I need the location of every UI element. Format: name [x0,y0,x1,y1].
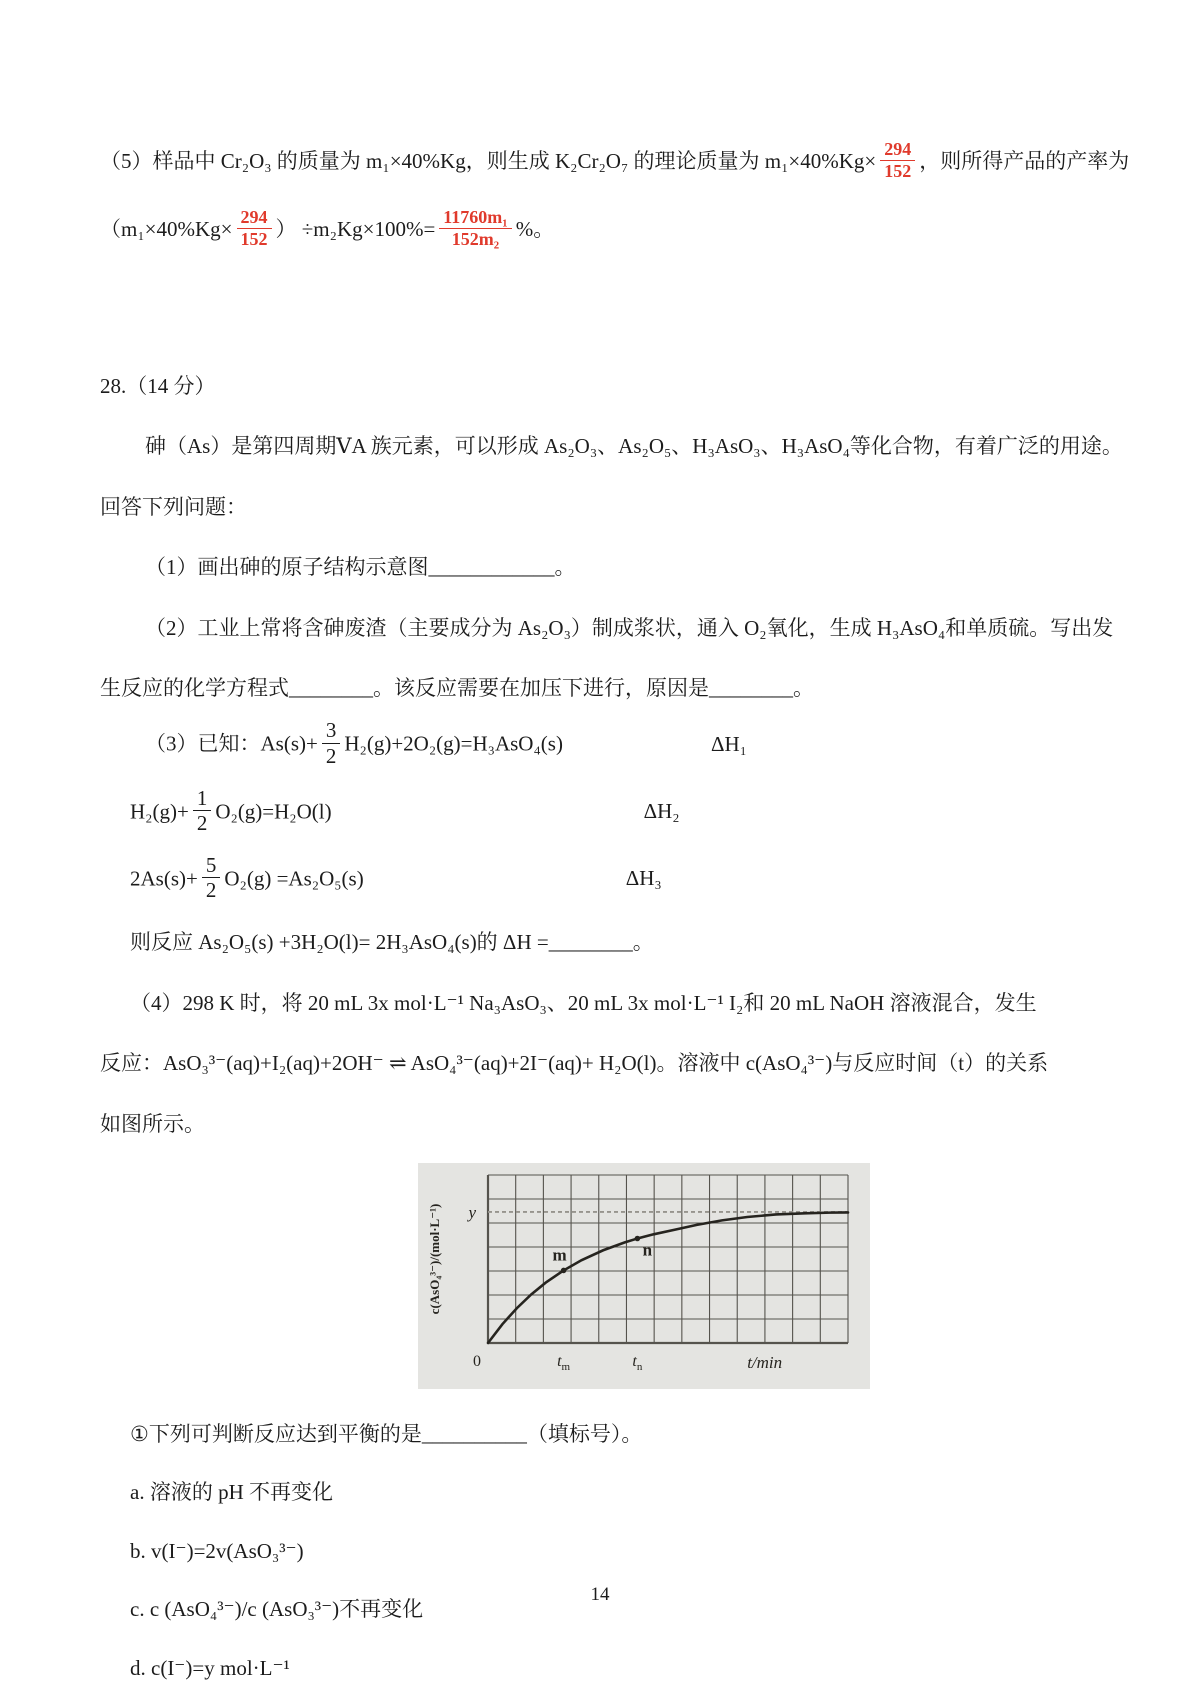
p5-line1-post: ，则所得产品的产率为 [919,149,1130,173]
p5-line2-pre: （m₁×40%Kg× [100,217,233,242]
delta-h3: ΔH₃ [625,866,662,891]
equilibrium-chart-svg [422,1169,862,1381]
delta-h1: ΔH₁ [710,731,747,756]
thermo-equation-3 [100,852,1104,905]
fraction-5-2 [202,853,221,902]
fraction-numerator: 3 [322,718,341,743]
fraction-294-152-b [237,207,272,249]
paragraph-5-line2 [100,207,1104,252]
thermo-equation-2 [100,785,1104,838]
thermo-equation-1 [100,718,1104,770]
fraction-denominator: 2 [196,810,208,835]
question-28-intro: 砷（As）是第四周期ⅤA 族元素，可以形成 As₂O₃、As₂O₅、H₃AsO₃、H₃AsO₄等化合物，有着广泛的用途。 [145,434,1123,459]
y-axis-label: c(AsO₄³⁻)/(mol·L⁻¹) [427,1203,442,1315]
option-d: d. c(I⁻)=y mol·L⁻¹ [130,1655,290,1680]
option-b: b. v(I⁻)=2v(AsO₃³⁻) [130,1538,304,1563]
sub-question-1: （1）画出砷的原子结构示意图____________。 [145,555,576,580]
fraction-denominator: 152m₂ [451,229,500,250]
fraction-denominator: 2 [325,743,337,768]
x-tick-tm: $t_m$ [557,1352,571,1373]
fraction-numerator: 1 [193,786,212,811]
p5-line2-mid: ） ÷m₂Kg×100%= [275,217,436,242]
p5-line1-pre: （5）样品中 Cr₂O₃ 的质量为 m₁×40%Kg，则生成 K₂Cr₂O₇ 的理论质量为 m₁×40%Kg× [100,149,877,173]
point-label-n: n [642,1240,653,1260]
fraction-denominator: 152 [240,229,268,250]
eq1-post: H₂(g)+2O₂(g)=H₃AsO₄(s) [344,731,563,756]
fraction-numerator: 294 [880,139,915,161]
x-axis-label: t/min [747,1352,783,1372]
fraction-numerator: 5 [202,853,221,878]
sub-question-2-line1: （2）工业上常将含砷废渣（主要成分为 As₂O₃）制成浆状，通入 O₂氧化，生成 H₃AsO₄和单质硫。写出发 [145,615,1114,640]
eq3-pre: 2As(s)+ [130,866,198,891]
fraction-numerator: 294 [237,207,272,229]
equilibrium-concentration-figure [418,1163,870,1389]
question-28-prompt: 回答下列问题： [100,494,247,519]
sub-question-4-part1: ①下列可判断反应达到平衡的是__________（填标号）。 [130,1421,643,1446]
fraction-denominator: 2 [205,878,217,903]
q3-conclusion: 则反应 As₂O₅(s) +3H₂O(l)= 2H₃AsO₄(s)的 ΔH =________。 [130,930,654,955]
fraction-numerator: 11760m₁ [439,207,511,229]
y-asymptote-label: y [468,1202,476,1222]
eq3-post: O₂(g) =As₂O₅(s) [224,866,364,891]
eq2-pre: H₂(g)+ [130,799,189,824]
eq1-pre: （3）已知：As(s)+ [145,731,318,756]
delta-h2: ΔH₂ [643,799,680,824]
sub-question-4-line2: 反应：AsO₃³⁻(aq)+I₂(aq)+2OH⁻ ⇌ AsO₄³⁻(aq)+2I⁻(aq)+ H₂O(l)。溶液中 c(AsO₄³⁻)与反应时间（t）的关系 [100,1051,1049,1076]
fraction-3-2 [322,718,341,767]
sub-question-4-line3: 如图所示。 [100,1111,205,1136]
question-28-header: 28.（14 分） [100,373,216,398]
page-number: 14 [590,1584,610,1605]
fraction-1-2 [193,786,212,835]
sub-question-4-line1: （4）298 K 时，将 20 mL 3x mol·L⁻¹ Na₃AsO₃、20 mL 3x mol·L⁻¹ I₂和 20 mL NaOH 溶液混合，发生 [130,990,1037,1015]
eq2-post: O₂(g)=H₂O(l) [215,799,332,824]
p5-line2-post: %。 [515,217,555,242]
fraction-result [439,207,511,249]
option-a: a. 溶液的 pH 不再变化 [130,1480,333,1505]
x-tick-tn: $t_n$ [632,1352,643,1373]
sub-question-2-line2: 生反应的化学方程式________。该反应需要在加压下进行，原因是________。 [100,675,814,700]
fraction-294-152 [880,139,915,181]
x-tick-0: 0 [473,1352,481,1370]
fraction-denominator: 152 [884,160,912,181]
option-c: c. c (AsO₄³⁻)/c (AsO₃³⁻)不再变化 [130,1597,424,1622]
point-label-m: m [552,1245,567,1265]
paragraph-5-line1 [100,139,1130,184]
equilibrium-chart [422,1169,862,1387]
